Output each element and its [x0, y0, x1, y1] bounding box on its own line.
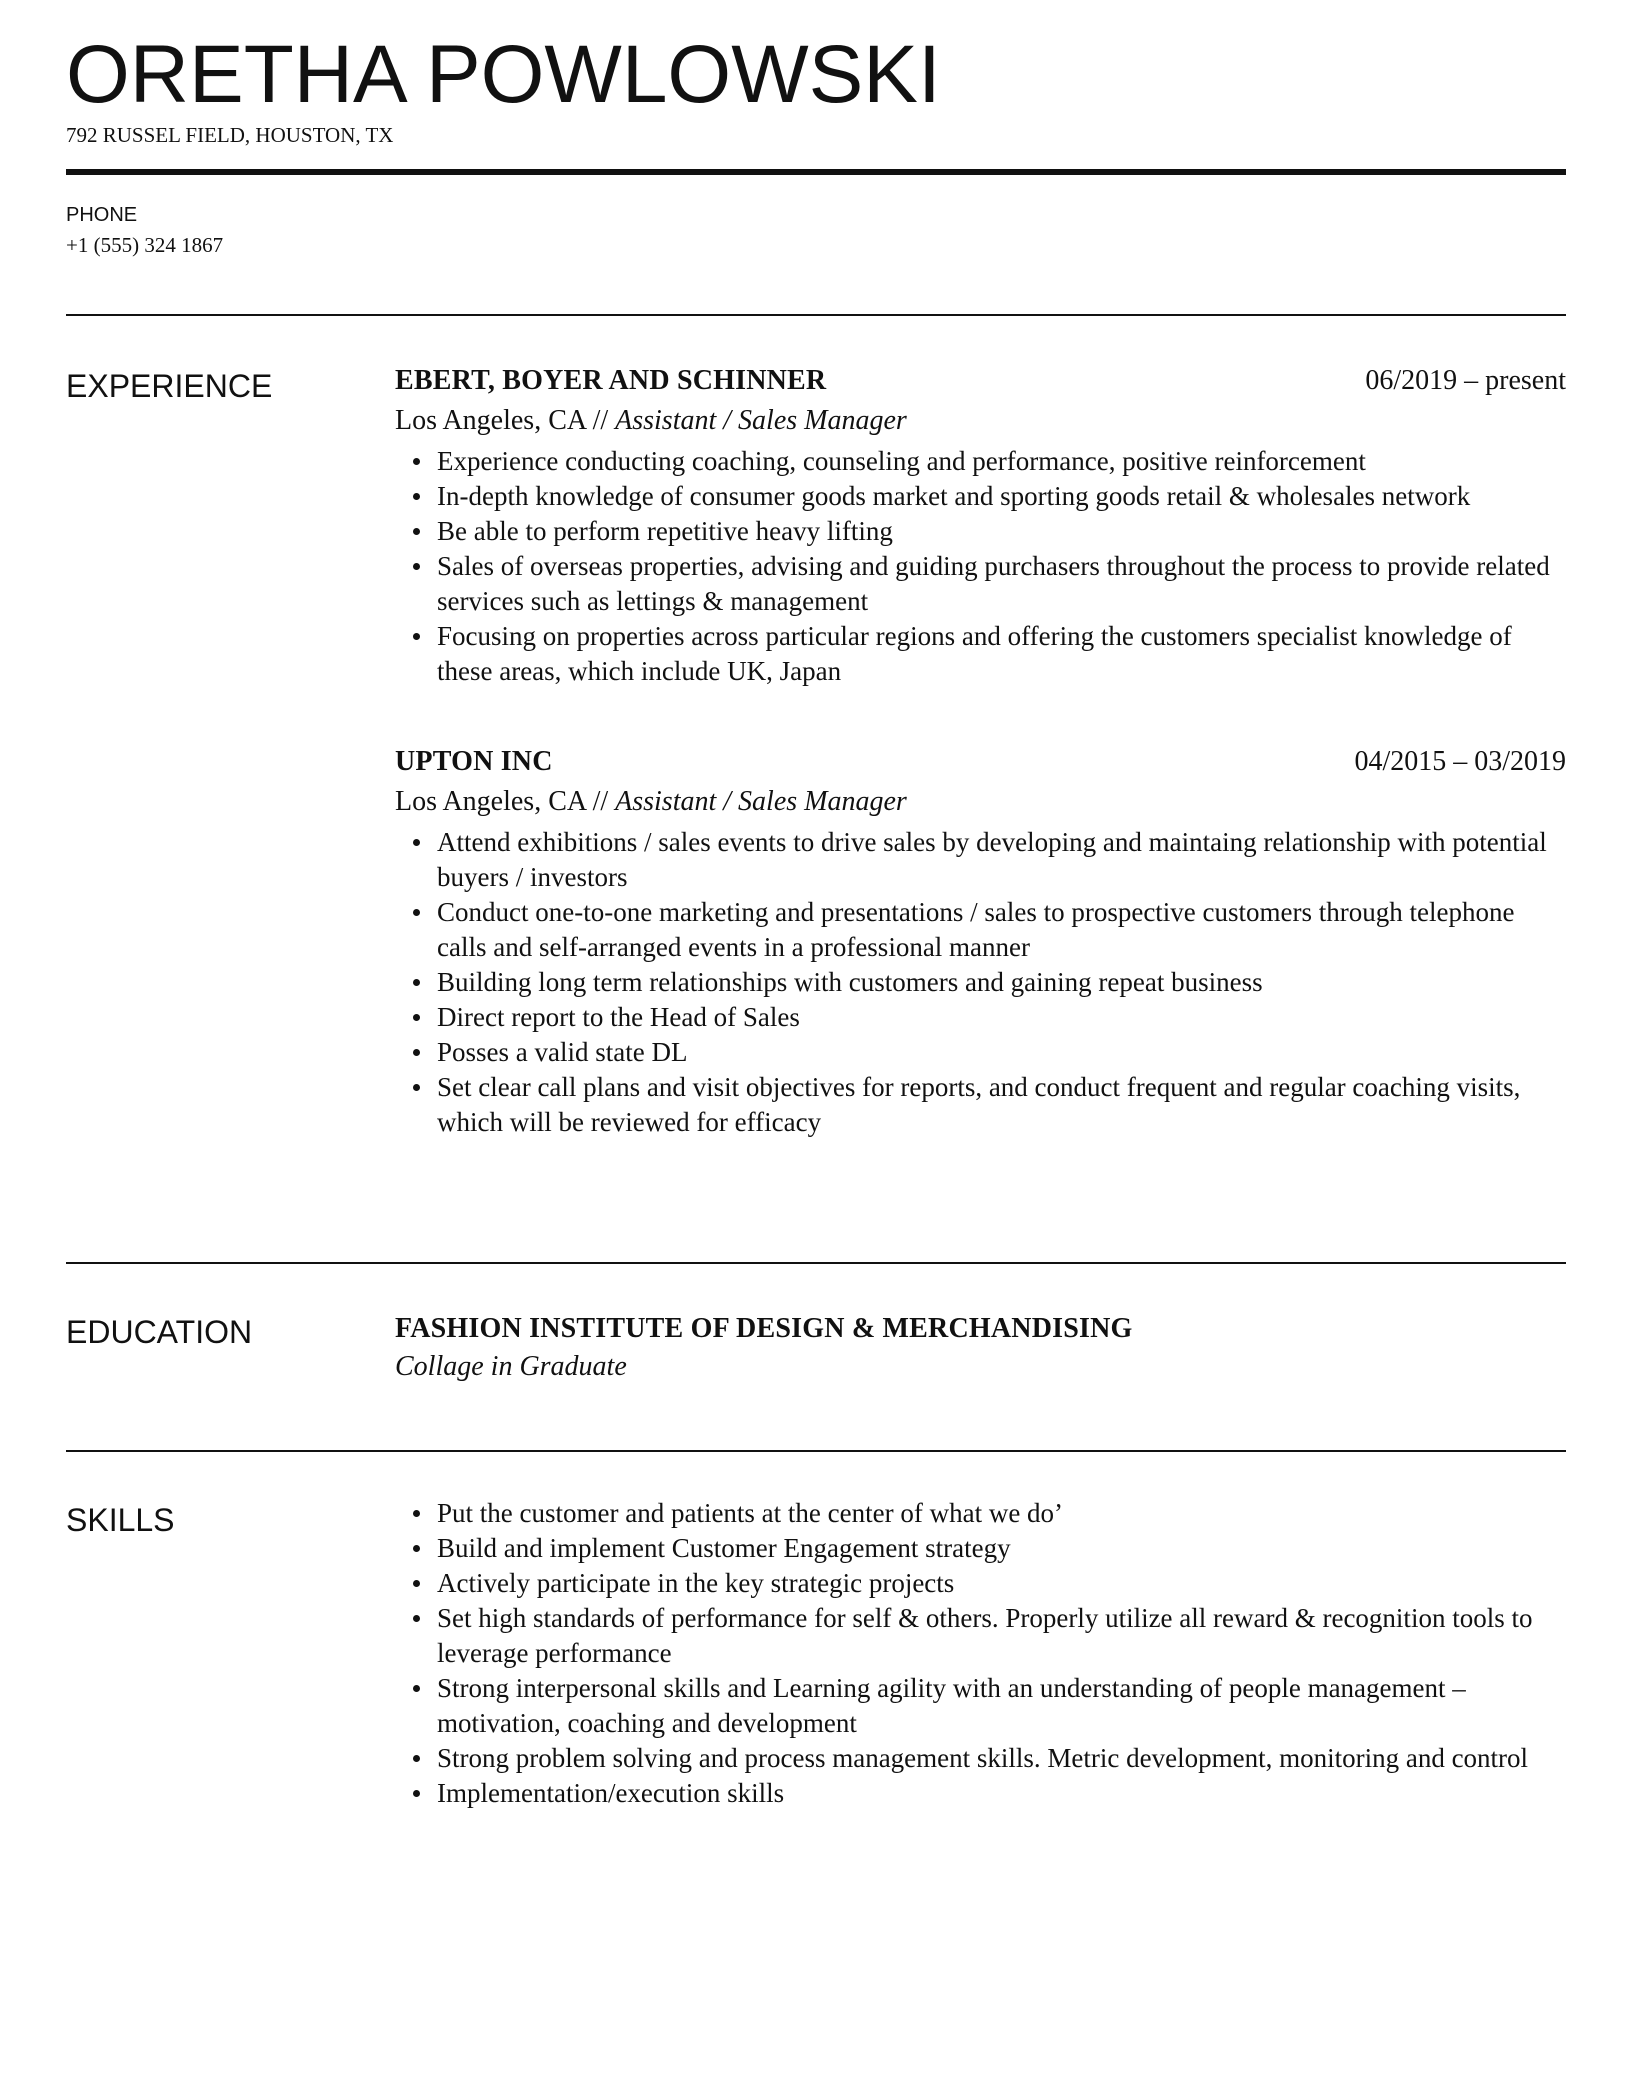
job-subline [395, 783, 1566, 821]
job-bullet: Set clear call plans and visit objectives for reports, and conduct frequent and regular coaching visits, which will be reviewed for efficacy [437, 1070, 1566, 1140]
job-separator: // [585, 405, 616, 436]
section-divider-education [66, 1262, 1566, 1264]
education-heading: EDUCATION [66, 1314, 253, 1350]
education-entry [395, 1310, 1566, 1386]
job-role: Assistant / Sales Manager [615, 405, 907, 436]
candidate-address: 792 RUSSEL FIELD, HOUSTON, TX [66, 123, 394, 147]
experience-heading: EXPERIENCE [66, 368, 273, 404]
job-dates: 06/2019 – present [1365, 365, 1566, 396]
job-entry [395, 362, 1566, 689]
education-degree: Collage in Graduate [395, 1351, 627, 1382]
job-bullet: Be able to perform repetitive heavy lifting [437, 514, 1566, 549]
candidate-name: ORETHA POWLOWSKI [66, 29, 941, 120]
job-bullet: Conduct one-to-one marketing and presentations / sales to prospective customers through telephone calls and self-arranged events in a professional manner [437, 895, 1566, 965]
job-employer: EBERT, BOYER AND SCHINNER [395, 365, 827, 396]
skill-item: Build and implement Customer Engagement strategy [437, 1531, 1566, 1566]
skills-list-wrap [395, 1496, 1566, 1811]
section-divider-experience [66, 314, 1566, 316]
job-bullet: Focusing on properties across particular regions and offering the customers specialist knowledge of these areas, which include UK, Japan [437, 619, 1566, 689]
job-entry [395, 743, 1566, 1140]
job-bullet: Posses a valid state DL [437, 1035, 1566, 1070]
job-location: Los Angeles, CA [395, 405, 586, 436]
section-divider-skills [66, 1450, 1566, 1452]
skill-item: Implementation/execution skills [437, 1776, 1566, 1811]
job-bullet: Experience conducting coaching, counseling and performance, positive reinforcement [437, 444, 1566, 479]
skill-item: Actively participate in the key strategic projects [437, 1566, 1566, 1601]
job-dates: 04/2015 – 03/2019 [1354, 746, 1566, 777]
header-divider [66, 169, 1566, 175]
skills-list [395, 1496, 1566, 1811]
job-bullets [395, 825, 1566, 1140]
phone-value: +1 (555) 324 1867 [66, 233, 224, 257]
job-bullets [395, 444, 1566, 689]
experience-list [395, 362, 1566, 1194]
job-bullet: Direct report to the Head of Sales [437, 1000, 1566, 1035]
job-header [395, 743, 1566, 783]
job-employer: UPTON INC [395, 746, 553, 777]
skill-item: Put the customer and patients at the center of what we do’ [437, 1496, 1566, 1531]
job-bullet: Attend exhibitions / sales events to drive sales by developing and maintaing relationship with potential buyers / investors [437, 825, 1566, 895]
job-location: Los Angeles, CA [395, 786, 586, 817]
job-subline [395, 402, 1566, 440]
job-bullet: In-depth knowledge of consumer goods market and sporting goods retail & wholesales network [437, 479, 1566, 514]
job-role: Assistant / Sales Manager [615, 786, 907, 817]
skill-item: Set high standards of performance for self & others. Properly utilize all reward & recognition tools to leverage performance [437, 1601, 1566, 1671]
job-bullet: Building long term relationships with customers and gaining repeat business [437, 965, 1566, 1000]
job-bullet: Sales of overseas properties, advising and guiding purchasers throughout the process to provide related services such as lettings & management [437, 549, 1566, 619]
skill-item: Strong problem solving and process management skills. Metric development, monitoring and control [437, 1741, 1566, 1776]
education-school: FASHION INSTITUTE OF DESIGN & MERCHANDISING [395, 1313, 1133, 1344]
job-header [395, 362, 1566, 402]
job-separator: // [585, 786, 616, 817]
phone-label: PHONE [66, 204, 138, 226]
skill-item: Strong interpersonal skills and Learning agility with an understanding of people management – motivation, coaching and development [437, 1671, 1566, 1741]
skills-heading: SKILLS [66, 1502, 175, 1538]
